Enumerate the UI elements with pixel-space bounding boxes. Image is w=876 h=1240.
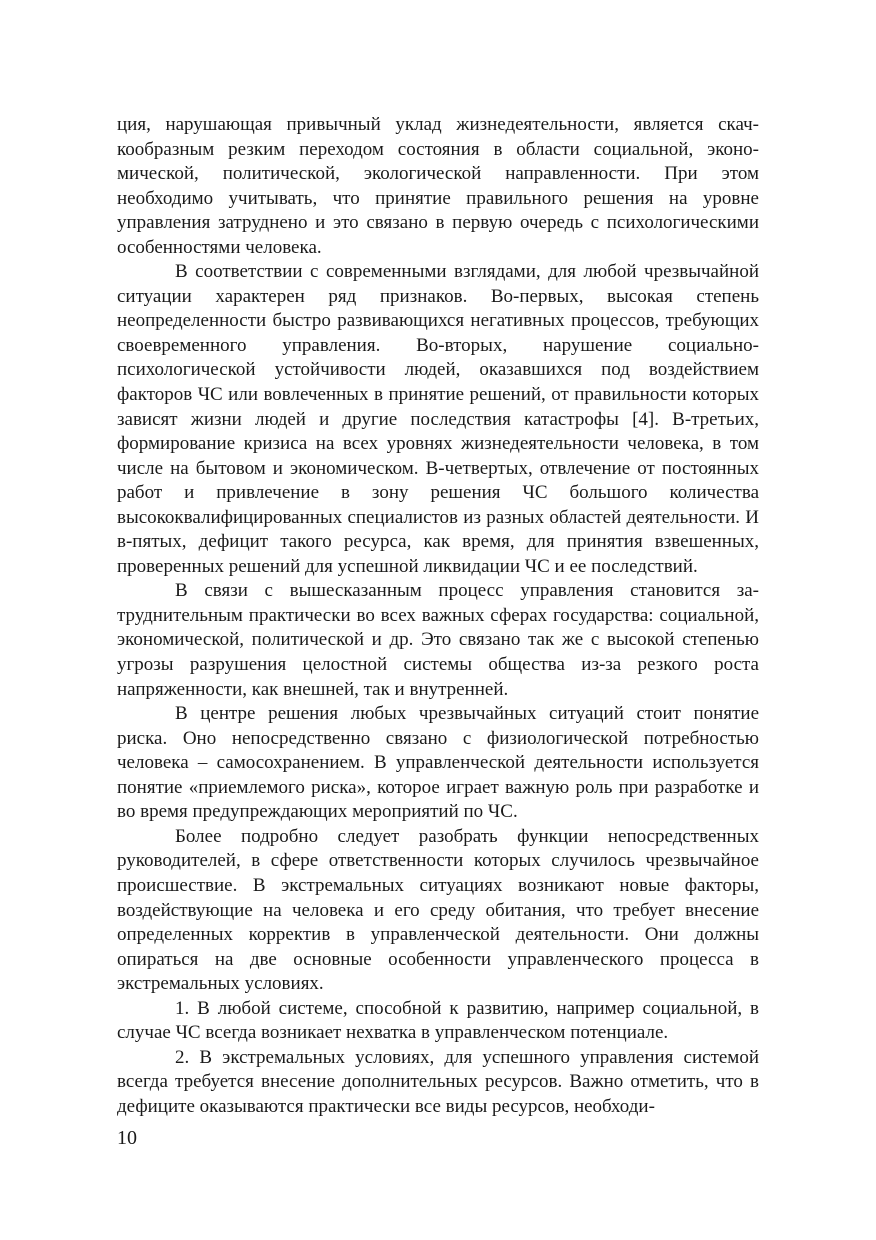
list-item: 2. В экстремальных условиях, для успешного управления системой всегда требуется внесение дополнительных ресурсов. Важно отметить, что в дефиците оказываются практически все виды ресурсов, необходи- — [117, 1046, 759, 1117]
paragraph: В соответствии с современными взглядами, для любой чрезвычайной ситуации характерен ряд признаков. Во-первых, высокая степень неопределенности быстро развивающихся негативных процессов, требующих своевременного управления. Во-вторых, нарушение социально-психологической устойчивости людей, оказавшихся под воздействием факторов ЧС или вовлеченных в принятие решений, от правильности которых зависят жизни людей и другие последствия катастрофы [4]. В-третьих, формирование кризиса на всех уровнях жизнедеятельности человека, в том числе на бытовом и экономическом. В-четвертых, отвлечение от постоянных работ и привлечение в зону решения ЧС большого количества высококвалифицированных специалистов из разных областей деятельности. И в-пятых, дефицит такого ресурса, как время, для принятия взвешенных, проверенных решений для успешной ликвидации ЧС и ее последствий. — [117, 261, 759, 577]
paragraph: ция, нарушающая привычный уклад жизнедеятельности, является скачкообразным резким переходом состояния в области социальной, экономической, политической, экологической направленности. При этом необходимо учитывать, что принятие правильного решения на уровне управления затруднено и это связано в первую очередь с психологическими особенностями человека. — [117, 114, 759, 258]
body-text — [117, 113, 759, 1119]
paragraph: Более подробно следует разобрать функции непосредственных руководителей, в сфере ответственности которых случилось чрезвычайное происшествие. В экстремальных ситуациях возникают новые факторы, воздействующие на человека и его среду обитания, что требует внесение определенных корректив в управленческой деятельности. Они должны опираться на две основные особенности управленческого процесса в экстремальных условиях. — [117, 825, 759, 995]
list-item: 1. В любой системе, способной к развитию, например социальной, в случае ЧС всегда возникает нехватка в управленческом потенциале. — [117, 997, 759, 1044]
paragraph: В связи с вышесказанным процесс управления становится затруднительным практически во всех важных сферах государства: социальной, экономической, политической и др. Это связано так же с высокой степенью угрозы разрушения целостной системы общества из-за резкого роста напряженности, как внешней, так и внутренней. — [117, 580, 759, 700]
paragraph: В центре решения любых чрезвычайных ситуаций стоит понятие риска. Оно непосредственно связано с физиологической потребностью человека – самосохранением. В управленческой деятельности используется понятие «приемлемого риска», которое играет важную роль при разработке и во время предупреждающих мероприятий по ЧС. — [117, 703, 759, 823]
page-number: 10 — [117, 1127, 137, 1149]
